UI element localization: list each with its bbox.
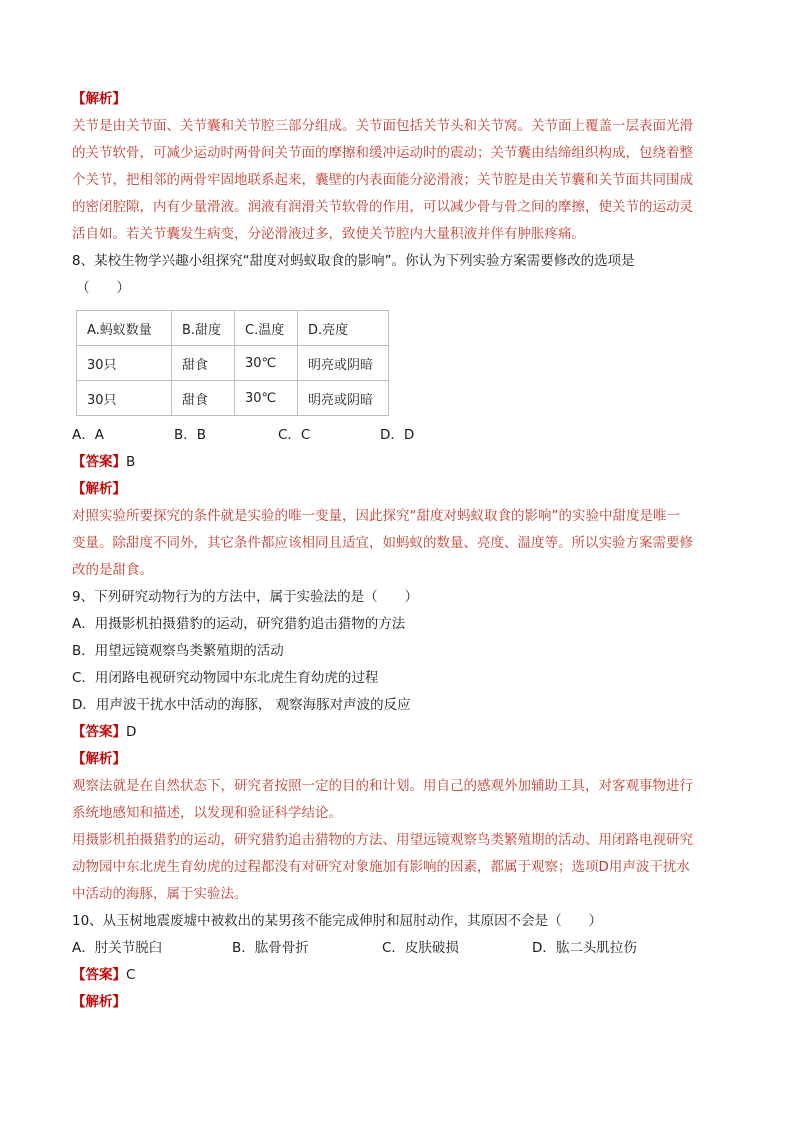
table-row: [77, 381, 389, 416]
analysis-label: 【解析】: [72, 91, 126, 107]
analysis-line: 个关节，把相邻的两骨牢固地联系起来，囊壁的内表面能分泌滑液；关节腔是由关节囊和关节面共同围成: [72, 172, 693, 188]
table-cell: 30℃: [235, 346, 298, 381]
option: D．肱二头肌拉伤: [532, 940, 637, 956]
table-row: [77, 346, 389, 381]
table-cell: 30℃: [235, 381, 298, 416]
table-cell: 甜食: [172, 346, 235, 381]
option: C．用闭路电视研究动物园中东北虎生育幼虎的过程: [72, 670, 379, 686]
analysis-line: 对照实验所要探究的条件就是实验的唯一变量，因此探究“甜度对蚂蚁取食的影响”的实验中甜度是唯一: [72, 508, 680, 524]
answer-label: 【答案】: [72, 967, 126, 983]
question-stem: 9、下列研究动物行为的方法中，属于实验法的是（ ）: [72, 589, 419, 605]
table-header-cell: C.温度: [235, 311, 298, 346]
answer-line: [72, 962, 732, 989]
option: C．C: [278, 427, 311, 443]
option: D．用声波干扰水中活动的海豚， 观察海豚对声波的反应: [72, 697, 411, 713]
option: C．皮肤破损: [382, 940, 459, 956]
option-row: [72, 422, 732, 449]
document-page: [72, 86, 732, 1016]
table-cell: 甜食: [172, 381, 235, 416]
option-row: [72, 935, 732, 962]
question-stem: 8、某校生物学兴趣小组探究“甜度对蚂蚁取食的影响”。你认为下列实验方案需要修改的选项是: [72, 253, 635, 269]
analysis-line: 中活动的海豚，属于实验法。: [72, 886, 248, 902]
option: A．肘关节脱臼: [72, 940, 163, 956]
table-cell: 明亮或阴暗: [298, 346, 389, 381]
analysis-line: 系统地感知和描述，以发现和验证科学结论。: [72, 805, 342, 821]
analysis-label: 【解析】: [72, 751, 126, 767]
table-header-cell: A.蚂蚁数量: [77, 311, 172, 346]
table-header-cell: D.亮度: [298, 311, 389, 346]
analysis-label: 【解析】: [72, 481, 126, 497]
answer-label: 【答案】: [72, 454, 126, 470]
question-stem: 10、从玉树地震废墟中被救出的某男孩不能完成伸肘和屈肘动作，其原因不会是（ ）: [72, 913, 603, 929]
analysis-line: 的关节软骨，可减少运动时两骨间关节面的摩擦和缓冲运动时的震动；关节囊由结缔组织构成，包绕着整: [72, 145, 693, 161]
answer-value: B: [126, 454, 136, 470]
table-cell: 明亮或阴暗: [298, 381, 389, 416]
analysis-label: 【解析】: [72, 994, 126, 1010]
answer-value: C: [126, 967, 136, 983]
analysis-line: 的密闭腔隙，内有少量滑液。润液有润滑关节软骨的作用，可以减少骨与骨之间的摩擦，使关节的运动灵: [72, 199, 693, 215]
analysis-line: 关节是由关节面、关节囊和关节腔三部分组成。关节面包括关节头和关节窝。关节面上覆盖一层表面光滑: [72, 118, 693, 134]
answer-blank: （ ）: [76, 280, 130, 296]
analysis-line: 用摄影机拍摄猎豹的运动，研究猎豹追击猎物的方法、用望远镜观察鸟类繁殖期的活动、用闭路电视研究: [72, 832, 693, 848]
option: D．D: [380, 427, 415, 443]
experiment-table: [76, 310, 389, 416]
analysis-line: 动物园中东北虎生育幼虎的过程都没有对研究对象施加有影响的因素，都属于观察；选项D用声波干扰水: [72, 859, 690, 875]
table-header-row: [77, 311, 389, 346]
answer-line: [72, 449, 732, 476]
analysis-line: 观察法就是在自然状态下，研究者按照一定的目的和计划。用自己的感观外加辅助工具，对客观事物进行: [72, 778, 693, 794]
table-header-cell: B.甜度: [172, 311, 235, 346]
analysis-line: 变量。除甜度不同外，其它条件都应该相同且适宜，如蚂蚁的数量、亮度、温度等。所以实验方案需要修: [72, 535, 693, 551]
option: A．A: [72, 427, 104, 443]
answer-line: [72, 719, 732, 746]
answer-value: D: [126, 724, 137, 740]
option: B．B: [174, 427, 207, 443]
table-cell: 30只: [77, 381, 172, 416]
table-cell: 30只: [77, 346, 172, 381]
analysis-line: 改的是甜食。: [72, 562, 153, 578]
option: B．用望远镜观察鸟类繁殖期的活动: [72, 643, 284, 659]
option: A．用摄影机拍摄猎豹的运动，研究猎豹追击猎物的方法: [72, 616, 406, 632]
analysis-line: 活自如。若关节囊发生病变，分泌滑液过多，致使关节腔内大量积液并伴有肿胀疼痛。: [72, 226, 585, 242]
option: B．肱骨骨折: [232, 940, 309, 956]
answer-label: 【答案】: [72, 724, 126, 740]
